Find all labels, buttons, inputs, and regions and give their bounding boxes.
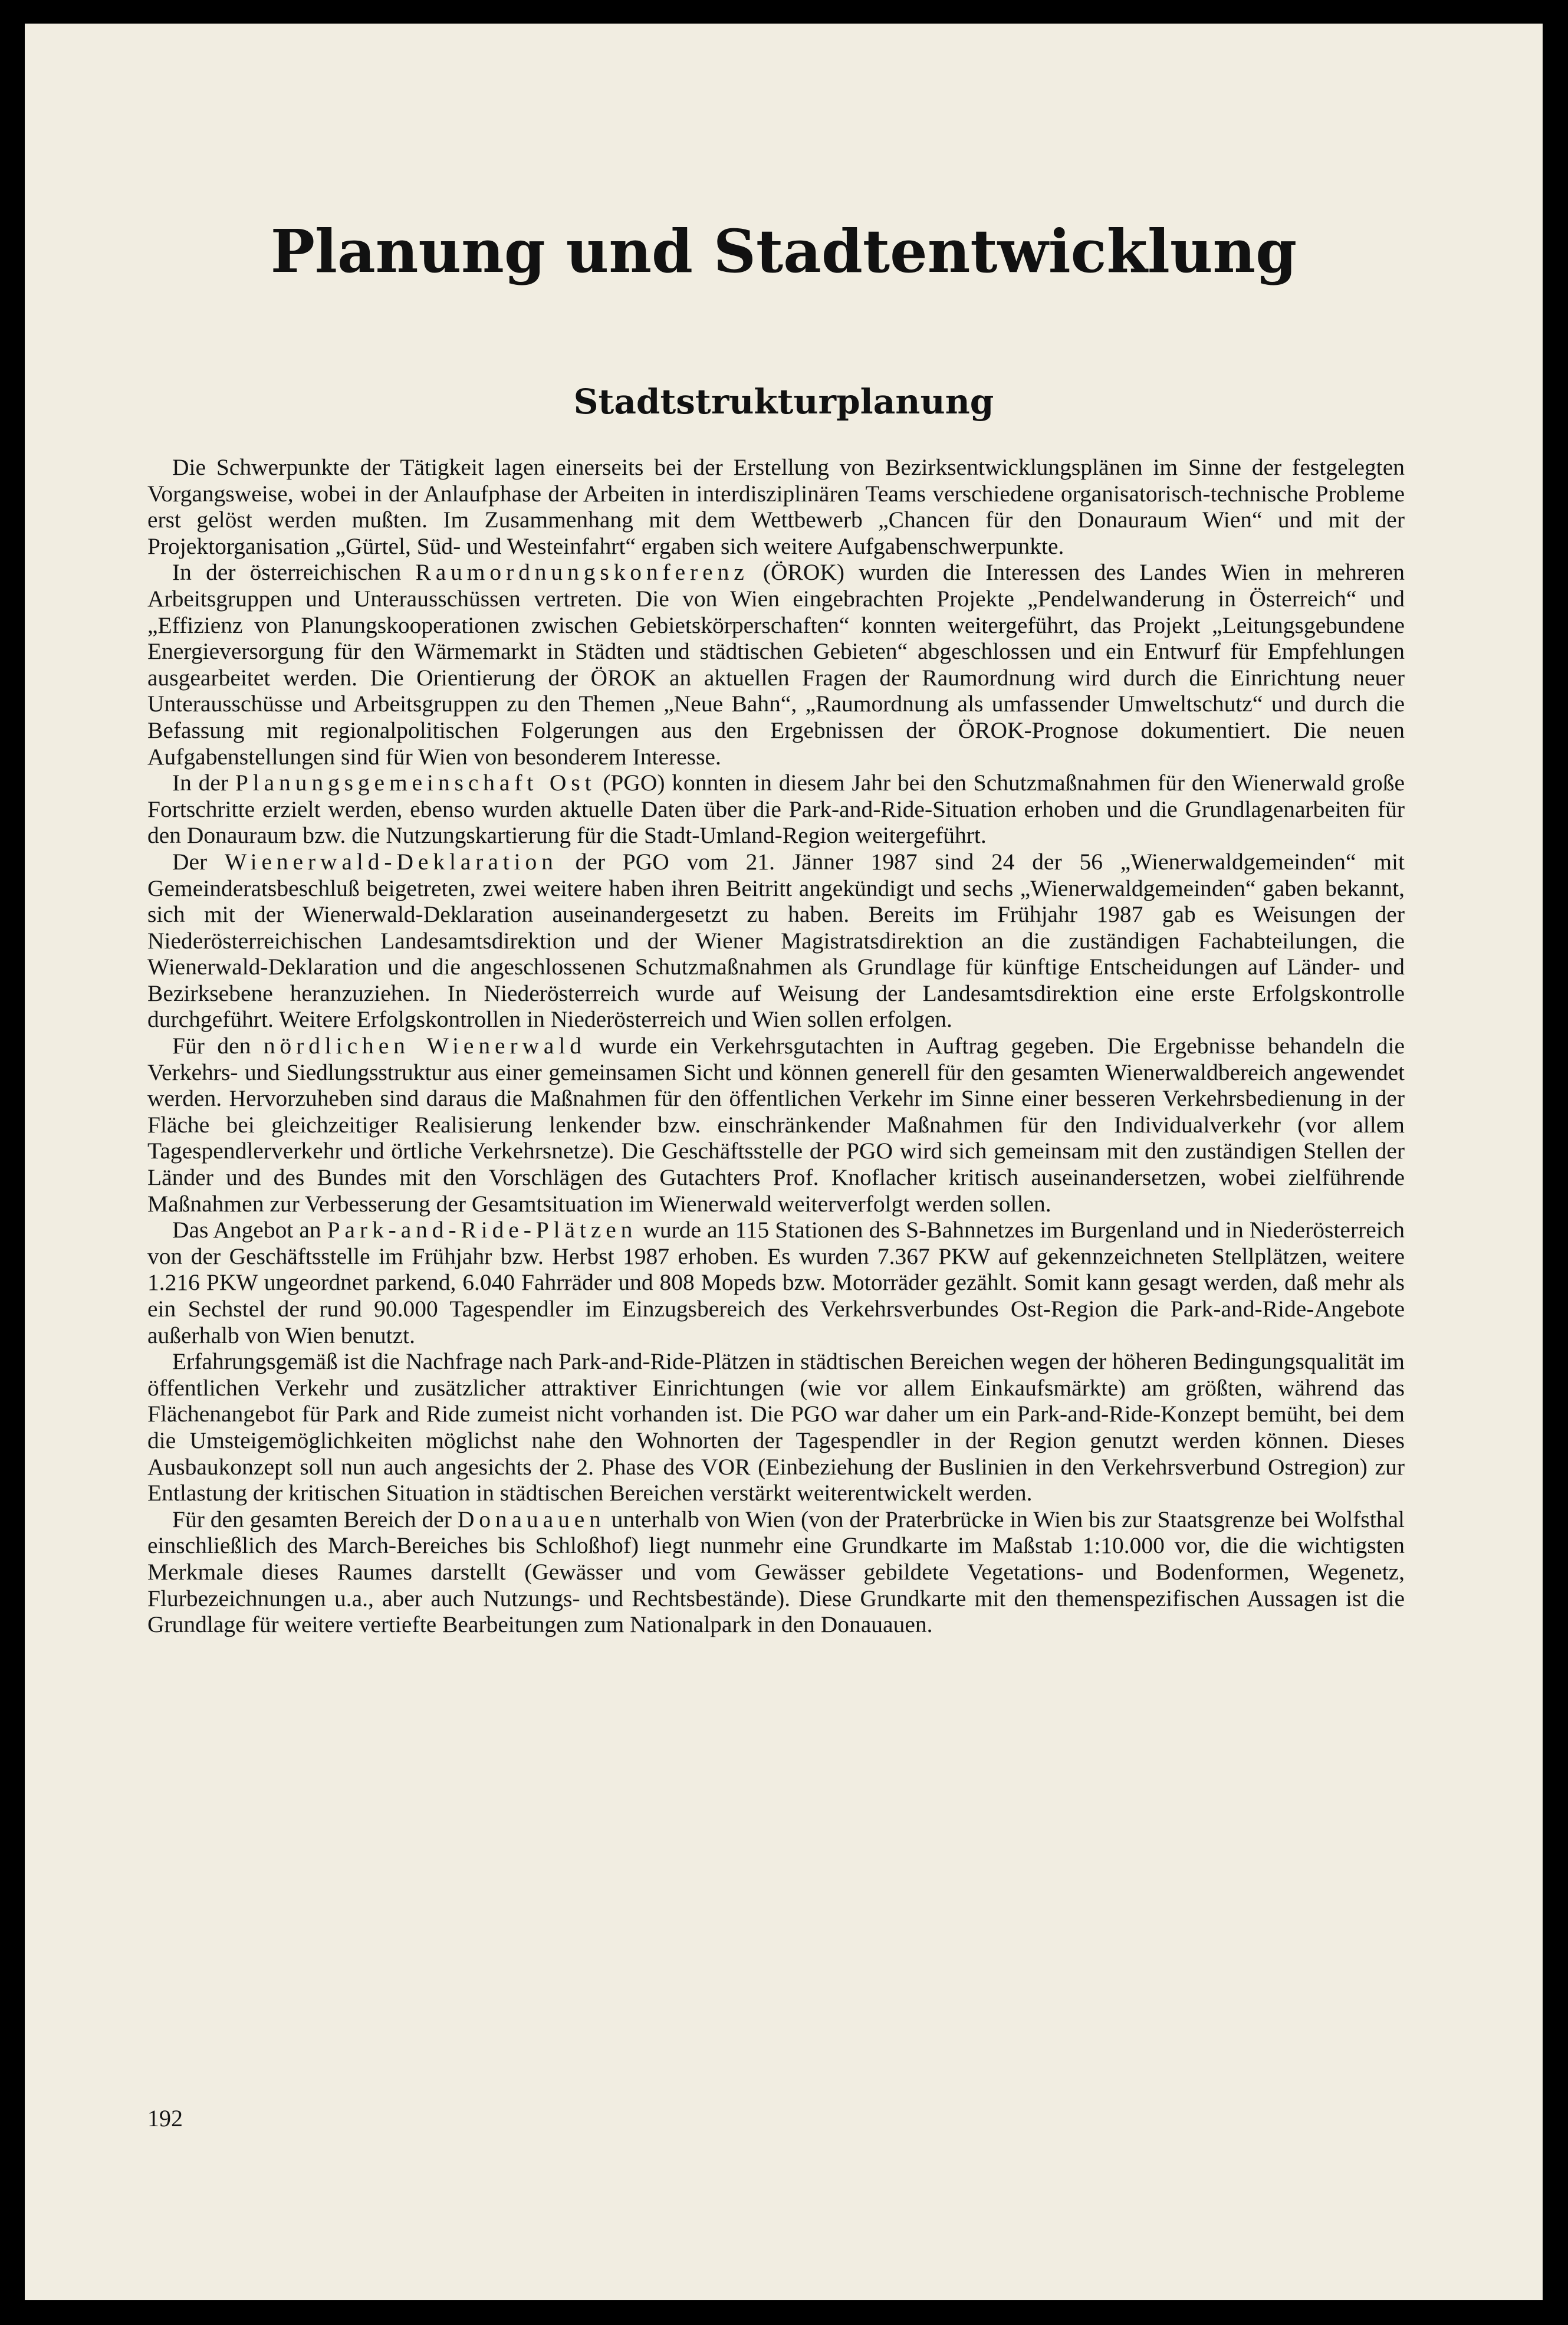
paragraph-lead: Das Angebot an (172, 1217, 327, 1243)
paragraph-pgo (147, 770, 1405, 849)
spaced-term: Wienerwald-Deklaration (225, 848, 558, 875)
paragraph-lead: In der (172, 770, 235, 796)
paragraph-lead: Für den (172, 1033, 264, 1059)
paragraph-text: unterhalb von Wien (von der Praterbrücke in Wien bis zur Staatsgrenze bei Wolfsthal einschließlich des March-Bereiches bis Schloßhof) liegt nunmehr eine Grundkarte im Maßstab 1:10.000 vor, die die wichtigsten Merkmale dieses Raumes darstellt (Gewässer und vom Gewässer gebildete Vegetations- und Bodenformen, Wegenetz, Flurbezeichnungen u.a., aber auch Nutzungs- und Rechtsbestände). Diese Grundkarte mit den themenspezifischen Aussagen ist die Grundlage für weitere vertiefte Bearbeitungen zum Nationalpark in den Donauauen. (147, 1506, 1405, 1638)
spaced-term: Raumordnungskonferenz (415, 559, 749, 586)
paragraph-donauauen (147, 1506, 1405, 1638)
page-title: Planung und Stadtentwicklung (270, 216, 1297, 286)
paragraph-text: wurde an 115 Stationen des S-Bahnnetzes im Burgenland und in Niederösterreich von der Geschäftsstelle im Frühjahr bzw. Herbst 1987 erhoben. Es wurden 7.367 PKW auf gekennzeichneten Stellplätzen, weitere 1.216 PKW ungeordnet parkend, 6.040 Fahrräder und 808 Mopeds bzw. Motorräder gezählt. Somit kann gesagt werden, daß mehr als ein Sechstel der rund 90.000 Tagespendler im Einzugsbereich des Verkehrsverbundes Ost-Region die Park-and-Ride-Angebote außerhalb von Wien benutzt. (147, 1217, 1405, 1348)
paragraph-text: Erfahrungsgemäß ist die Nachfrage nach Park-and-Ride-Plätzen in städtischen Bereichen wegen der höheren Bedingungsqualität im öffentlichen Verkehr und zusätzlicher attraktiver Einrichtungen (wie vor allem Einkaufsmärkte) am größten, während das Flächenangebot für Park and Ride zumeist nicht vorhanden ist. Die PGO war daher um ein Park-and-Ride-Konzept bemüht, bei dem die Umsteigemöglichkeiten möglichst nahe den Wohnorten der Tagespendler in der Region genutzt werden können. Dieses Ausbaukonzept soll nun auch angesichts der 2. Phase des VOR (Einbeziehung der Buslinien in den Verkehrsverbund Ostregion) zur Entlastung der kritischen Situation in städtischen Bereichen verstärkt weiterentwickelt werden. (147, 1348, 1405, 1506)
section-heading: Stadtstrukturplanung (573, 382, 994, 422)
paragraph-text: wurde ein Verkehrsgutachten in Auftrag gegeben. Die Ergebnisse behandeln die Verkehrs- und Siedlungsstruktur aus einer gemeinsamen Sicht und können generell für den gesamten Wienerwaldbereich angewendet werden. Hervorzuheben sind daraus die Maßnahmen für den öffentlichen Verkehr im Sinne einer besseren Verkehrsbedienung in der Fläche bei gleichzeitiger Realisierung lenkender bzw. einschränkender Maßnahmen für den Individualverkehr (vor allem Tagespendlerverkehr und örtliche Verkehrsnetze). Die Geschäftsstelle der PGO wird sich gemeinsam mit den zuständigen Stellen der Länder und des Bundes mit den Vorschlägen des Gutachters Prof. Knoflacher kritisch auseinandersetzen, wobei zielführende Maßnahmen zur Verbesserung der Gesamtsituation im Wienerwald weiterverfolgt werden sollen. (147, 1033, 1405, 1217)
paragraph-park-and-ride (147, 1217, 1405, 1348)
paragraph-lead: Der (172, 848, 225, 875)
paragraph-lead: In der österreichischen (172, 559, 416, 586)
paragraph-schwerpunkte (147, 454, 1405, 559)
spaced-term: Park-and-Ride-Plätzen (327, 1217, 637, 1243)
paragraph-text: Die Schwerpunkte der Tätigkeit lagen einerseits bei der Erstellung von Bezirksentwicklungsplänen im Sinne der festgelegten Vorgangsweise, wobei in der Anlaufphase der Arbeiten in interdisziplinären Teams verschiedene organisatorisch-technische Probleme erst gelöst werden mußten. Im Zusammenhang mit dem Wettbewerb „Chancen für den Donauraum Wien“ und mit der Projektorganisation „Gürtel, Süd- und Westeinfahrt“ ergaben sich weitere Aufgabenschwerpunkte. (147, 454, 1405, 559)
body-text (147, 454, 1405, 1638)
document-page (25, 24, 1543, 2300)
paragraph-text: (ÖROK) wurden die Interessen des Landes Wien in mehreren Arbeitsgruppen und Unterausschüssen vertreten. Die von Wien eingebrachten Projekte „Pendelwanderung in Österreich“ und „Effizienz von Planungskooperationen zwischen Gebietskörperschaften“ konnten weitergeführt, das Projekt „Leitungsgebundene Energieversorgung für den Wärmemarkt in Städten und städtischen Gebieten“ abgeschlossen und ein Entwurf für Empfehlungen ausgearbeitet werden. Die Orientierung der ÖROK an aktuellen Fragen der Raumordnung wird durch die Einrichtung neuer Unterausschüsse und Arbeitsgruppen zu den Themen „Neue Bahn“, „Raumordnung als umfassender Umweltschutz“ und durch die Befassung mit regionalpolitischen Folgerungen aus den Ergebnissen der ÖROK-Prognose dokumentiert. Die neuen Aufgabenstellungen sind für Wien von besonderem Interesse. (147, 559, 1405, 770)
paragraph-text: der PGO vom 21. Jänner 1987 sind 24 der 56 „Wienerwaldgemeinden“ mit Gemeinderatsbeschluß beigetreten, zwei weitere haben ihren Beitritt angekündigt und sechs „Wienerwaldgemeinden“ gaben bekannt, sich mit der Wienerwald-Deklaration auseinandergesetzt zu haben. Bereits im Frühjahr 1987 gab es Weisungen der Niederösterreichischen Landesamtsdirektion und der Wiener Magistratsdirektion an die zuständigen Fachabteilungen, die Wienerwald-Deklaration und die angeschlossenen Schutzmaßnahmen als Grundlage für künftige Entscheidungen auf Länder- und Bezirksebene heranzuziehen. In Niederösterreich wurde auf Weisung der Landesamtsdirektion eine erste Erfolgskontrolle durchgeführt. Weitere Erfolgskontrollen in Niederösterreich und Wien sollen erfolgen. (147, 848, 1405, 1033)
spaced-term: Planungsgemeinschaft Ost (235, 770, 596, 796)
page-number: 192 (147, 2105, 183, 2132)
paragraph-noerdlicher-wienerwald (147, 1033, 1405, 1217)
paragraph-nachfrage (147, 1348, 1405, 1506)
spaced-term: Donauauen (457, 1506, 606, 1532)
paragraph-lead: Für den gesamten Bereich der (172, 1506, 458, 1532)
spaced-term: nördlichen Wienerwald (263, 1033, 586, 1059)
paragraph-text: (PGO) konnten in diesem Jahr bei den Schutzmaßnahmen für den Wienerwald große Fortschritte erzielt werden, ebenso wurden aktuelle Daten über die Park-and-Ride-Situation erhoben und die Grundlagenarbeiten für den Donauraum bzw. die Nutzungskartierung für die Stadt-Umland-Region weitergeführt. (147, 770, 1405, 849)
paragraph-oerok (147, 559, 1405, 770)
paragraph-wienerwald-deklaration (147, 849, 1405, 1033)
